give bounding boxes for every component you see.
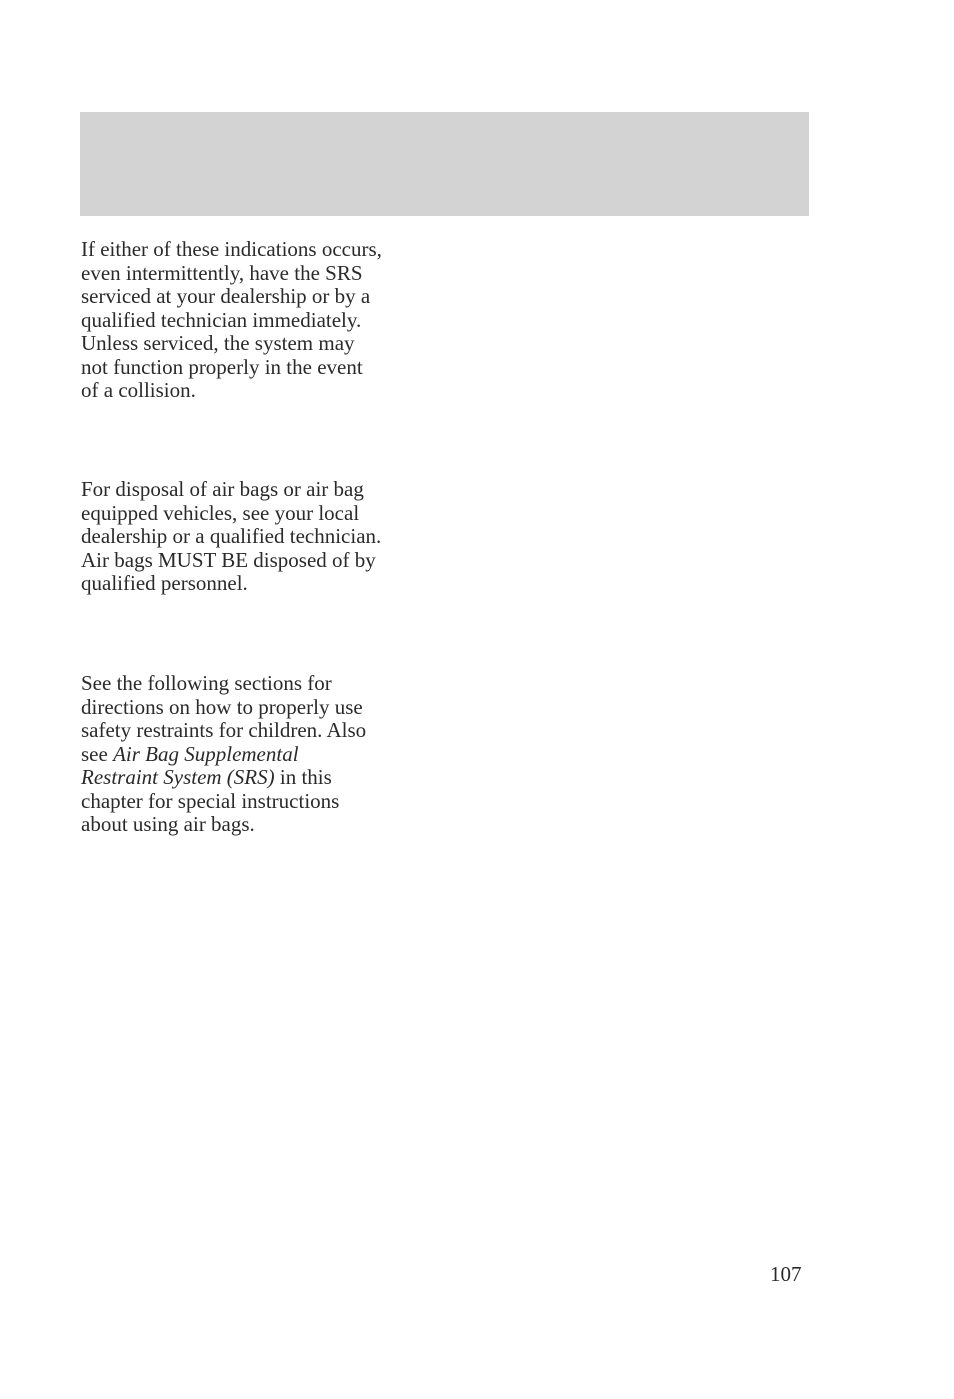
text-line: about using air bags. (81, 812, 255, 836)
text-line: safety restraints for children. Also (81, 718, 367, 742)
text-line: See the following sections for (81, 671, 332, 695)
text-fragment: in this (274, 765, 332, 789)
air-bag-disposal-paragraph (81, 478, 441, 596)
text-line: Unless serviced, the system may (81, 331, 355, 355)
text-line: not function properly in the event (81, 354, 363, 379)
text-line: qualified personnel. (81, 571, 248, 595)
text-line: Air bags MUST BE disposed of by (81, 547, 376, 572)
child-restraints-paragraph (81, 672, 441, 837)
cross-reference-title: Air Bag Supplemental (113, 741, 299, 766)
page-number: 107 (770, 1262, 802, 1286)
text-line: For disposal of air bags or air bag (81, 477, 364, 501)
text-line: even intermittently, have the SRS (81, 260, 363, 285)
section-header-band (80, 112, 809, 216)
text-line: qualified technician immediately. (81, 307, 362, 332)
text-line (81, 766, 441, 790)
text-line (81, 743, 441, 767)
text-line: serviced at your dealership or by a (81, 284, 371, 308)
srs-service-paragraph (81, 238, 441, 403)
text-line: equipped vehicles, see your local (81, 500, 360, 525)
text-fragment: see (81, 741, 114, 766)
cross-reference-title: Restraint System (SRS) (81, 765, 275, 789)
text-line: directions on how to properly use (81, 694, 363, 719)
text-line: chapter for special instructions (81, 788, 340, 813)
text-line: of a collision. (81, 378, 196, 402)
text-line: dealership or a qualified technician. (81, 524, 382, 548)
text-line: If either of these indications occurs, (81, 237, 382, 261)
